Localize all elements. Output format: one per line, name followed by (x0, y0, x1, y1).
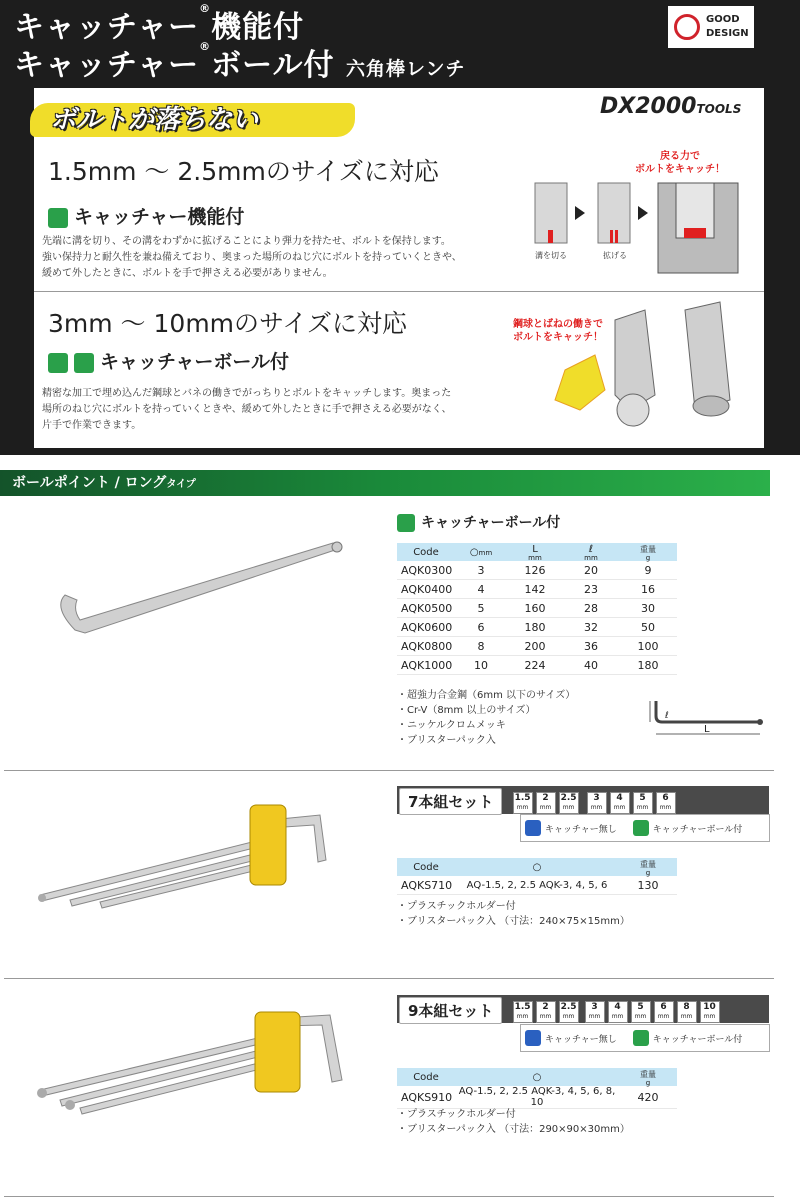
set9-bullets: ・プラスチックホルダー付 ・ブリスターパック入 （寸法：290×90×30mm） (397, 1109, 630, 1135)
size-chip: 5 mm (633, 792, 653, 814)
size-chip: 5 mm (631, 1001, 651, 1023)
table-row: AQKS710 AQ-1.5, 2, 2.5 AQK-3, 4, 5, 6 130 (397, 876, 677, 895)
dim-L: L (704, 724, 710, 735)
feature2-callout: 鋼球とばねの働きで ボルトをキャッチ！ (513, 319, 603, 343)
feature1-callout: 戻る力で ボルトをキャッチ！ (635, 151, 725, 175)
good-design-icon (674, 14, 700, 40)
size-chip: 1.5 mm (513, 1001, 533, 1023)
size-chip: 10 mm (700, 1001, 720, 1023)
size-chip: 2 mm (536, 792, 556, 814)
table-row: AQK0400 4 142 23 16 (397, 580, 677, 599)
divider (34, 291, 764, 292)
size-chip: 2.5 mm (559, 792, 579, 814)
set7-image (30, 800, 350, 910)
table-row: AQKS910 AQ-1.5, 2, 2.5 AQK-3, 4, 5, 6, 8, 10 420 (397, 1086, 677, 1109)
col-code: Code (397, 543, 455, 561)
set9-legend: キャッチャー無し キャッチャーボール付 (520, 1024, 770, 1052)
size-chip: 2.5 mm (559, 1001, 579, 1023)
feature1-range: 1.5mm 〜 2.5mmのサイズに対応 (48, 157, 439, 186)
table-row: AQK0300 3 126 20 9 (397, 561, 677, 580)
product1-table (397, 543, 677, 675)
set9-bar (397, 995, 769, 1023)
size-chip: 2 mm (536, 1001, 556, 1023)
table-row: AQK0500 5 160 28 30 (397, 599, 677, 618)
size-chip: 6 mm (654, 1001, 674, 1023)
step1-label: 溝を切る (535, 251, 567, 260)
ball-catcher-icon (633, 1030, 649, 1046)
no-catcher-icon (525, 820, 541, 836)
set9-name: 9本組セット (399, 997, 502, 1024)
ball-wrench-illustration (545, 300, 755, 450)
table-row: AQK0600 6 180 32 50 (397, 618, 677, 637)
no-catcher-icon (525, 1030, 541, 1046)
col-L: L mm (507, 543, 563, 561)
col-l: ℓ mm (563, 543, 619, 561)
size-chip: 4 mm (608, 1001, 628, 1023)
ball-catcher-icon (633, 820, 649, 836)
catcher-icon (48, 208, 68, 228)
brand-logo: DX2000TOOLS (600, 94, 742, 119)
size-chip: 3 mm (585, 1001, 605, 1023)
catcher-icon (48, 353, 68, 373)
divider (4, 1196, 774, 1197)
size-chip: 3 mm (587, 792, 607, 814)
feature2-range: 3mm 〜 10mmのサイズに対応 (48, 309, 408, 338)
feature2-name: キャッチャーボール付 (48, 347, 289, 374)
size-chip: 6 mm (656, 792, 676, 814)
catcher-diagram (530, 178, 760, 278)
size-chip: 1.5 mm (513, 792, 533, 814)
ball-catcher-icon (74, 353, 94, 373)
col-size: ○mm (455, 543, 507, 561)
feature1-desc: 先端に溝を切り、その溝をわずかに拡げることにより弾力を持たせ、ボルトを保持します。 強い保持力と耐久性を兼ね備えており、奥まった場所のねじ穴にボルトを持っていくときや、 緩めて外したときに、ボルトを手で押さえる必要がありません。 (42, 236, 462, 279)
step2-label: 拡げる (603, 251, 627, 260)
set7-legend: キャッチャー無し キャッチャーボール付 (520, 814, 770, 842)
set7-name: 7本組セット (399, 788, 502, 815)
feature2-desc: 精密な加工で埋め込んだ鋼球とバネの働きでがっちりとボルトをキャッチします。奥まった 場所のねじ穴にボルトを持っていくときや、緩めて外したときに手で押さえる必要がなく、 片手で作業できます。 (42, 388, 452, 431)
title-line1: キャッチャー®機能付 (14, 2, 305, 45)
set7-table: Code ○ 重量 g AQKS710 AQ-1.5, 2, 2.5 AQK-3, 4, 5, 6 130 (397, 858, 677, 895)
section-bar: ボールポイント / ロングタイプ (0, 470, 770, 496)
product1-feature: キャッチャーボール付 (397, 512, 560, 532)
size-chip: 8 mm (677, 1001, 697, 1023)
dim-l-small: ℓ (665, 711, 669, 721)
set9-image (30, 1010, 350, 1120)
slogan-banner: ボルトが落ちない (30, 103, 355, 137)
title-line2: キャッチャー®ボール付 六角棒レンチ (14, 40, 466, 83)
table-row: AQK0800 8 200 36 100 (397, 637, 677, 656)
long-wrench-image (45, 535, 345, 645)
set7-bullets: ・プラスチックホルダー付 ・ブリスターパック入 （寸法：240×75×15mm） (397, 901, 630, 927)
col-weight: 重量 g (619, 543, 677, 561)
feature1-name: キャッチャー機能付 (48, 202, 244, 229)
divider (4, 978, 774, 979)
table-row: AQK1000 10 224 40 180 (397, 656, 677, 675)
good-design-badge: GOOD DESIGN (668, 6, 754, 48)
divider (4, 770, 774, 771)
set7-bar (397, 786, 769, 814)
product1-bullets: ・超強力合金鋼（6mm 以下のサイズ） ・Cr-V（8mm 以上のサイズ） ・ニッケルクロムメッキ ・ブリスターパック入 (397, 690, 576, 746)
set9-table: Code ○ 重量 g AQKS910 AQ-1.5, 2, 2.5 AQK-3, 4, 5, 6, 8, 10 420 (397, 1068, 677, 1109)
size-chip: 4 mm (610, 792, 630, 814)
ball-catcher-icon (397, 514, 415, 532)
